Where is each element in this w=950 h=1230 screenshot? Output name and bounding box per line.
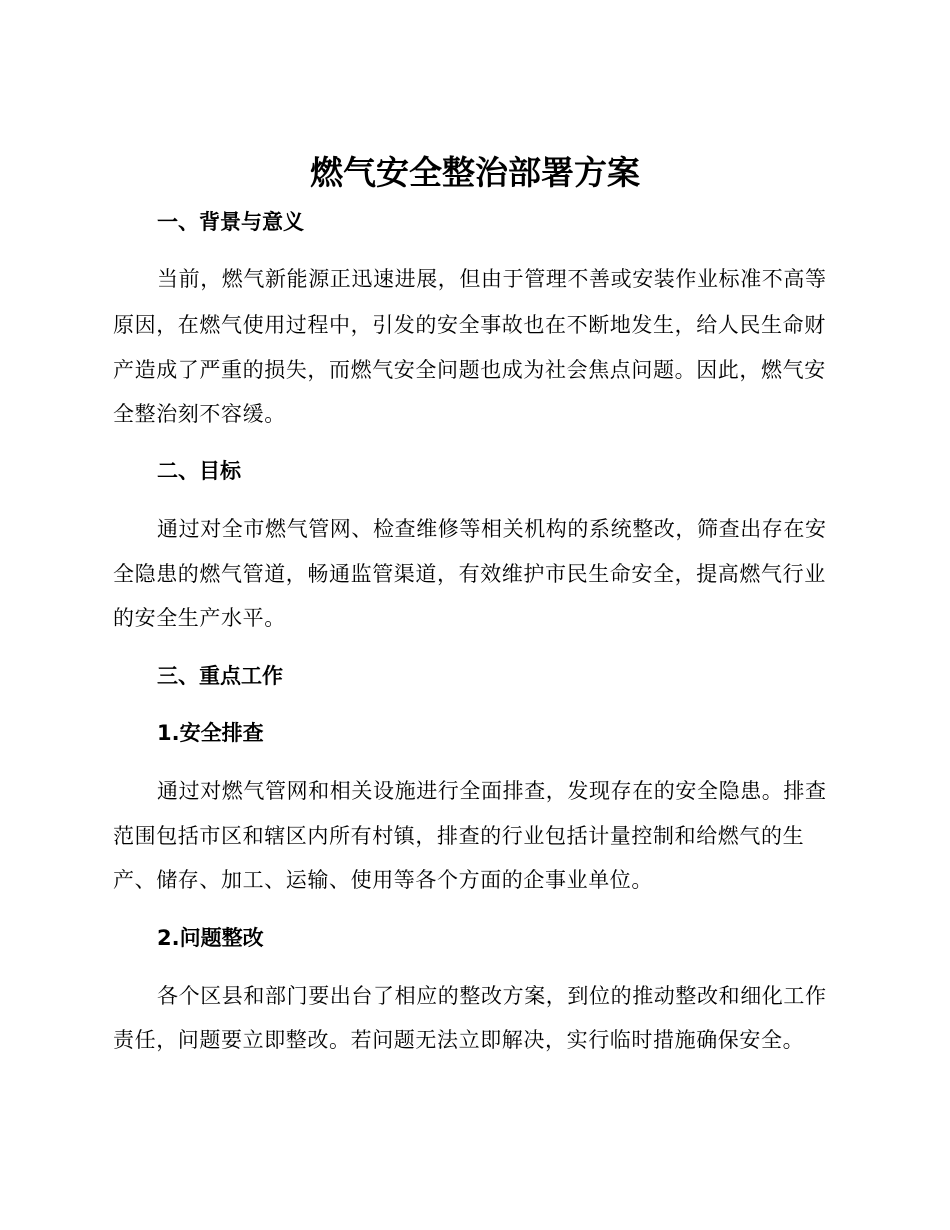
paragraph-line: 责任，问题要立即整改。若问题无法立即解决，实行临时措施确保安全。	[113, 1028, 805, 1052]
paragraph-line: 的安全生产水平。	[113, 606, 286, 630]
paragraph-line: 原因，在燃气使用过程中，引发的安全事故也在不断地发生，给人民生命财	[113, 313, 826, 337]
paragraph-line: 产、储存、加工、运输、使用等各个方面的企事业单位。	[113, 868, 653, 892]
section-heading-background: 一、背景与意义	[157, 210, 304, 234]
paragraph-line: 当前，燃气新能源正迅速进展，但由于管理不善或安装作业标准不高等	[157, 267, 827, 291]
paragraph-line: 产造成了严重的损失，而燃气安全问题也成为社会焦点问题。因此，燃气安	[113, 358, 826, 382]
subsection-heading-rectification: 2.问题整改	[157, 926, 264, 950]
paragraph-line: 通过对全市燃气管网、检查维修等相关机构的系统整改，筛查出存在安	[157, 517, 827, 541]
paragraph-line: 全整治刻不容缓。	[113, 402, 286, 426]
paragraph-line: 全隐患的燃气管道，畅通监管渠道，有效维护市民生命安全，提高燃气行业	[113, 562, 826, 586]
paragraph-line: 通过对燃气管网和相关设施进行全面排查，发现存在的安全隐患。排查	[157, 779, 827, 803]
document-title: 燃气安全整治部署方案	[310, 153, 640, 192]
section-heading-goal: 二、目标	[157, 459, 241, 483]
section-heading-key-work: 三、重点工作	[157, 664, 283, 688]
paragraph-line: 各个区县和部门要出台了相应的整改方案，到位的推动整改和细化工作	[157, 984, 827, 1008]
subsection-heading-safety-check: 1.安全排查	[157, 721, 264, 745]
paragraph-line: 范围包括市区和辖区内所有村镇，排查的行业包括计量控制和给燃气的生	[113, 824, 805, 848]
